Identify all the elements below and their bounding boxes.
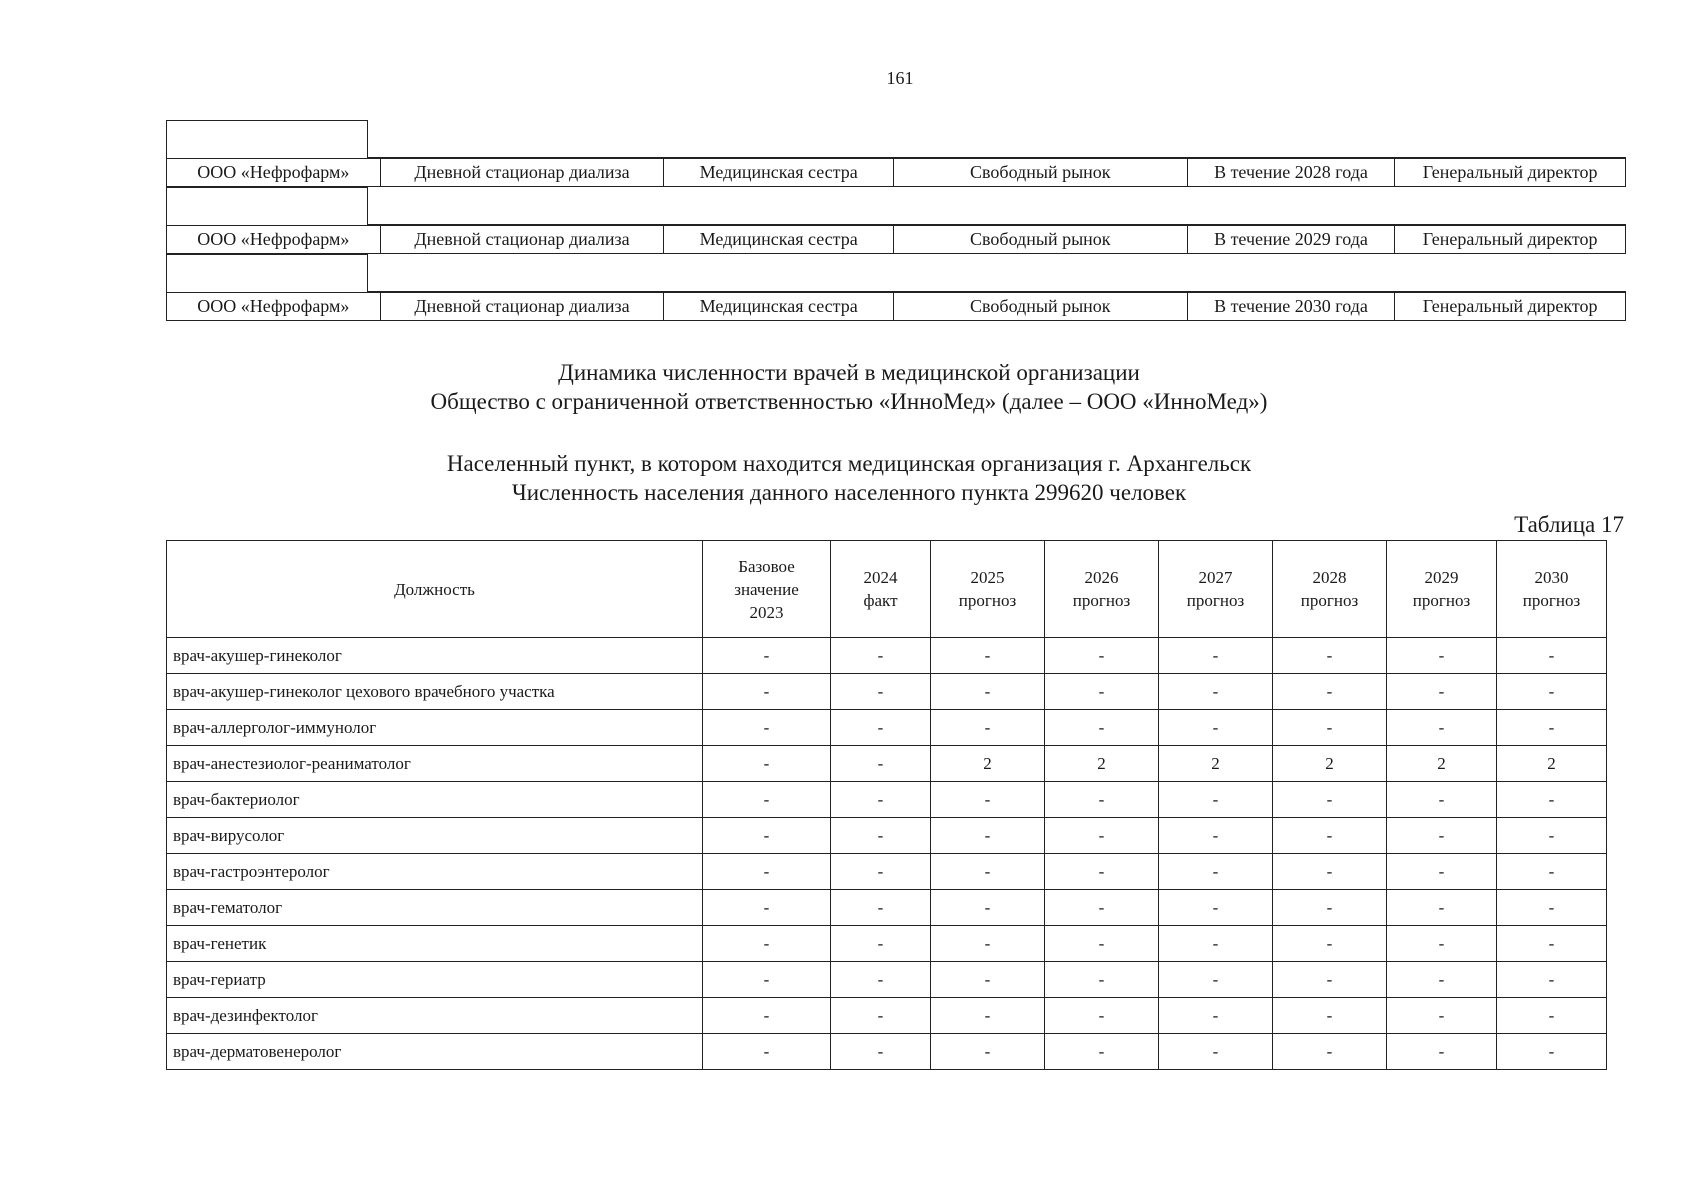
plan-row [166,158,1626,187]
row-position: врач-бактериолог [167,782,703,818]
cell-value: - [703,746,831,782]
cell-value: - [1159,998,1273,1034]
row-position: врач-дерматовенеролог [167,1034,703,1070]
title-line: Общество с ограниченной ответственностью «ИнноМед» (далее – ООО «ИнноМед») [430,389,1268,414]
cell-value: 2 [931,746,1045,782]
row-position: врач-гериатр [167,962,703,998]
title-line: Динамика численности врачей в медицинской организации [558,360,1140,385]
cell-value: - [931,674,1045,710]
plan-blank-row [166,187,1626,225]
cell-value: - [831,782,931,818]
table-row [167,710,1607,746]
cell-value: - [1273,962,1387,998]
cell-value: - [1387,782,1497,818]
cell-value: - [1045,854,1159,890]
location-line: Населенный пункт, в котором находится медицинская организация г. Архангельск [446,451,1252,476]
cell-value: - [831,1034,931,1070]
table-row [167,926,1607,962]
table-row [167,818,1607,854]
header-2026: 2026 прогноз [1045,541,1159,638]
cell-value: 2 [1159,746,1273,782]
plan-period: В течение 2028 года [1188,159,1396,186]
cell-value: - [1387,998,1497,1034]
cell-value: - [703,890,831,926]
cell-value: - [1497,890,1607,926]
cell-value: - [1273,674,1387,710]
cell-value: - [1159,962,1273,998]
cell-value: - [1273,638,1387,674]
cell-value: - [1159,890,1273,926]
cell-value: - [703,710,831,746]
table-row [167,998,1607,1034]
cell-value: - [931,890,1045,926]
cell-value: - [1045,926,1159,962]
cell-value: - [1273,890,1387,926]
plan-org: ООО «Нефрофарм» [167,293,381,320]
row-position: врач-акушер-гинеколог [167,638,703,674]
cell-value: - [1045,710,1159,746]
plan-org: ООО «Нефрофарм» [167,159,381,186]
header-2025: 2025 прогноз [931,541,1045,638]
cell-value: - [831,638,931,674]
row-position: врач-генетик [167,926,703,962]
table-row [167,674,1607,710]
plan-source: Свободный рынок [894,159,1188,186]
cell-value: - [1497,782,1607,818]
cell-value: 2 [1045,746,1159,782]
cell-value: - [1045,674,1159,710]
cell-value: - [1387,962,1497,998]
table-row [167,1034,1607,1070]
table-row [167,890,1607,926]
plan-position: Медицинская сестра [664,159,894,186]
cell-value: - [1273,926,1387,962]
cell-value: - [931,926,1045,962]
cell-value: - [1497,962,1607,998]
plan-period: В течение 2030 года [1188,293,1396,320]
location-info [0,449,1698,507]
row-position: врач-вирусолог [167,818,703,854]
cell-value: - [703,818,831,854]
cell-value: - [931,1034,1045,1070]
cell-value: - [1045,890,1159,926]
cell-value: - [831,710,931,746]
table-row [167,854,1607,890]
cell-value: - [1273,854,1387,890]
header-base: Базовое значение 2023 [703,541,831,638]
header-2024: 2024 факт [831,541,931,638]
plan-responsible: Генеральный директор [1422,229,1598,249]
cell-value: 2 [1273,746,1387,782]
cell-value: - [831,674,931,710]
plan-unit: Дневной стационар диализа [381,159,665,186]
cell-value: - [831,818,931,854]
cell-value: - [1387,890,1497,926]
population-line: Численность населения данного населенного пункта 299620 человек [511,480,1187,505]
cell-value: - [1159,854,1273,890]
cell-value: - [703,674,831,710]
cell-value: - [1387,854,1497,890]
cell-value: - [1497,854,1607,890]
plan-responsible: Генеральный директор [1422,162,1598,182]
table-row [167,962,1607,998]
table-caption: Таблица 17 [1514,512,1624,537]
cell-value: 2 [1387,746,1497,782]
cell-value: - [831,926,931,962]
header-2027: 2027 прогноз [1159,541,1273,638]
cell-value: - [1159,926,1273,962]
cell-value: - [1497,638,1607,674]
cell-value: - [831,746,931,782]
cell-value: - [1387,710,1497,746]
cell-value: - [831,998,931,1034]
cell-value: - [1273,710,1387,746]
cell-value: - [1387,1034,1497,1070]
cell-value: - [931,638,1045,674]
row-position: врач-аллерголог-иммунолог [167,710,703,746]
cell-value: - [1159,710,1273,746]
plan-source: Свободный рынок [894,226,1188,253]
cell-value: - [1045,962,1159,998]
plan-source: Свободный рынок [894,293,1188,320]
cell-value: - [1387,674,1497,710]
table-row [167,782,1607,818]
plan-unit: Дневной стационар диализа [381,293,665,320]
plan-responsible: Генеральный директор [1422,296,1598,316]
cell-value: - [1045,818,1159,854]
cell-value: - [931,962,1045,998]
cell-value: - [1497,926,1607,962]
cell-value: - [1273,1034,1387,1070]
plan-position: Медицинская сестра [664,226,894,253]
plan-unit: Дневной стационар диализа [381,226,665,253]
cell-value: - [1045,782,1159,818]
plan-row [166,225,1626,254]
table-row [167,746,1607,782]
cell-value: - [1273,998,1387,1034]
cell-value: - [1497,1034,1607,1070]
cell-value: - [931,854,1045,890]
cell-value: - [831,854,931,890]
section-title [0,358,1698,416]
cell-value: - [931,818,1045,854]
cell-value: - [1273,782,1387,818]
cell-value: - [703,998,831,1034]
cell-value: - [1045,638,1159,674]
cell-value: - [703,926,831,962]
page-number: 161 [886,68,914,88]
cell-value: - [1387,818,1497,854]
cell-value: - [931,998,1045,1034]
cell-value: - [703,854,831,890]
header-2030: 2030 прогноз [1497,541,1607,638]
plan-blank-row [166,254,1626,292]
table-header-row [167,541,1607,638]
cell-value: - [1045,1034,1159,1070]
cell-value: - [1387,638,1497,674]
plan-blank-row [166,120,1626,158]
cell-value: - [931,710,1045,746]
cell-value: - [831,890,931,926]
row-position: врач-акушер-гинеколог цехового врачебного участка [167,674,703,710]
plan-period: В течение 2029 года [1188,226,1396,253]
cell-value: - [1159,782,1273,818]
header-position: Должность [167,541,703,638]
header-2028: 2028 прогноз [1273,541,1387,638]
cell-value: - [1497,674,1607,710]
cell-value: - [1159,1034,1273,1070]
cell-value: - [1159,674,1273,710]
row-position: врач-гематолог [167,890,703,926]
cell-value: - [931,782,1045,818]
header-2029: 2029 прогноз [1387,541,1497,638]
cell-value: - [1045,998,1159,1034]
cell-value: - [703,1034,831,1070]
cell-value: - [1497,998,1607,1034]
cell-value: - [1497,710,1607,746]
plan-org: ООО «Нефрофарм» [167,226,381,253]
cell-value: - [703,782,831,818]
row-position: врач-анестезиолог-реаниматолог [167,746,703,782]
row-position: врач-дезинфектолог [167,998,703,1034]
cell-value: - [831,962,931,998]
plan-position: Медицинская сестра [664,293,894,320]
staff-table [166,540,1607,1070]
cell-value: - [1159,818,1273,854]
cell-value: - [703,638,831,674]
cell-value: - [703,962,831,998]
cell-value: 2 [1497,746,1607,782]
cell-value: - [1273,818,1387,854]
cell-value: - [1497,818,1607,854]
cell-value: - [1159,638,1273,674]
row-position: врач-гастроэнтеролог [167,854,703,890]
plan-table [166,120,1626,321]
cell-value: - [1387,926,1497,962]
plan-row [166,292,1626,321]
table-row [167,638,1607,674]
